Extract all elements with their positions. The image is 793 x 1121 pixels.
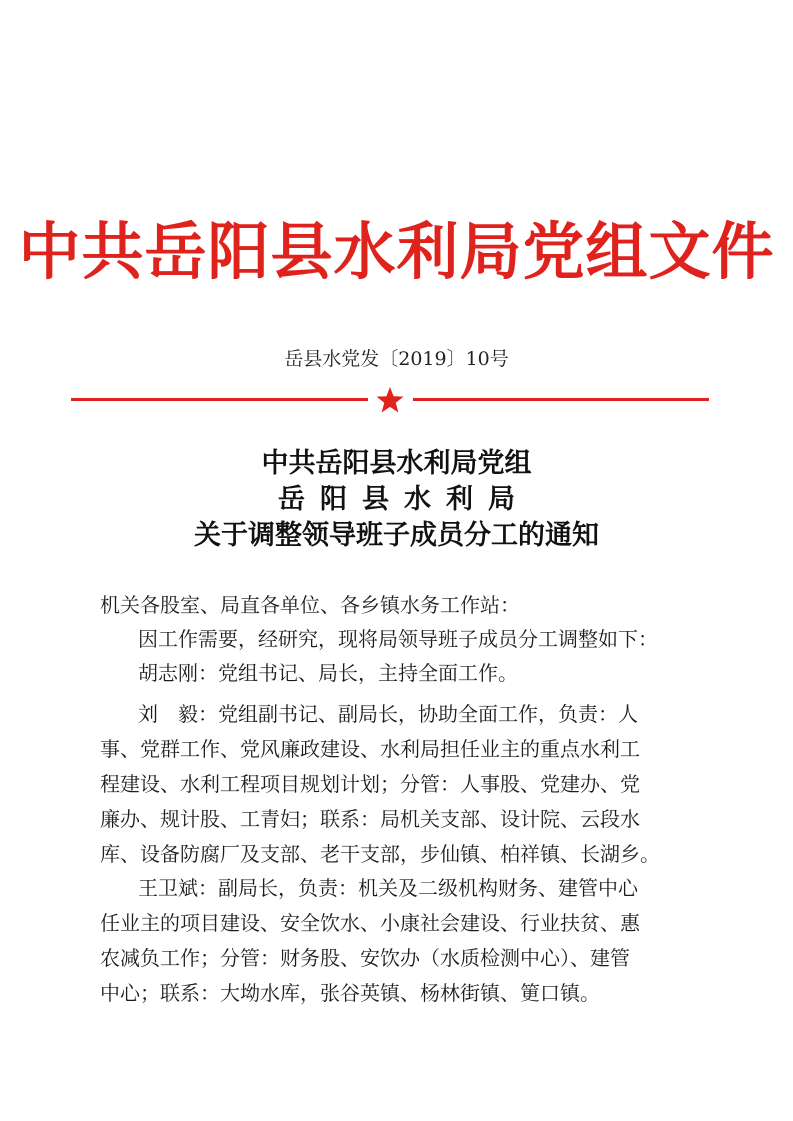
liu-line: 廉办、规计股、工青妇；联系：局机关支部、设计院、云段水 (100, 807, 640, 831)
addressee-paragraph (100, 590, 692, 620)
hu-text: 胡志刚：党组书记、局长，主持全面工作。 (138, 661, 518, 685)
notice-title-line3: 关于调整领导班子成员分工的通知 (194, 520, 599, 551)
liu-paragraph (100, 697, 692, 872)
intro-paragraph (100, 624, 692, 654)
liu-line: 库、设备防腐厂及支部、老干支部，步仙镇、柏祥镇、长湖乡。 (100, 842, 660, 866)
star-icon (375, 386, 405, 414)
document-header-title: 中共岳阳县水利局党组文件 (18, 215, 775, 288)
wang-paragraph (100, 871, 692, 1011)
red-divider-right (413, 398, 709, 401)
liu-line: 刘 毅：党组副书记、副局长，协助全面工作，负责：人 (138, 702, 638, 726)
notice-title-line2: 岳阳县水利局 (278, 484, 530, 515)
intro-text: 因工作需要，经研究，现将局领导班子成员分工调整如下： (138, 627, 658, 651)
document-number: 岳县水党发〔2019〕10号 (284, 348, 509, 370)
red-divider-left (71, 398, 368, 401)
addressee-text: 机关各股室、局直各单位、各乡镇水务工作站： (100, 593, 520, 617)
wang-line: 农减负工作；分管：财务股、安饮办（水质检测中心）、建管 (100, 946, 630, 970)
wang-line: 王卫斌：副局长，负责：机关及二级机构财务、建管中心 (138, 876, 638, 900)
notice-title-line1: 中共岳阳县水利局党组 (261, 448, 532, 479)
wang-line: 中心；联系：大坳水库，张谷英镇、杨林街镇、筻口镇。 (100, 981, 600, 1005)
liu-line: 程建设、水利工程项目规划计划；分管：人事股、党建办、党 (100, 772, 640, 796)
liu-line: 事、党群工作、党风廉政建设、水利局担任业主的重点水利工 (100, 737, 640, 761)
hu-paragraph (100, 658, 692, 688)
wang-line: 任业主的项目建设、安全饮水、小康社会建设、行业扶贫、惠 (100, 911, 640, 935)
